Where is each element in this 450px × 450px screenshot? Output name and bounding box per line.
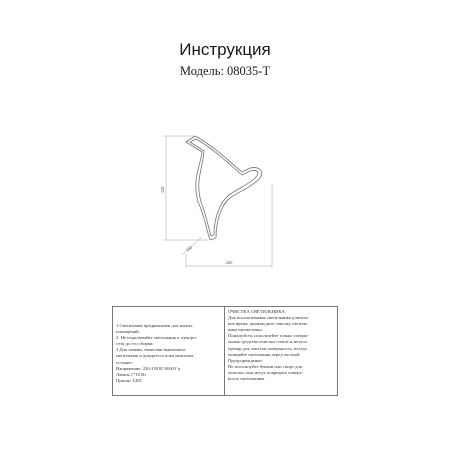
cleaning-line: Пожалуйста, используйте только специа- — [228, 333, 309, 339]
depth-dimension-line — [182, 237, 202, 255]
spec-line: 3.Для замены лампочки выключите — [116, 347, 186, 353]
dimension-height-label: 320 — [160, 186, 165, 194]
cleaning-line: ника ежемесячно. — [228, 327, 263, 333]
cleaning-line: ное время, производите очистку светиль- — [228, 321, 309, 327]
spec-line: остынет. — [116, 359, 133, 365]
specifications-table — [112, 306, 338, 396]
spec-line: светильник и дождитесь пока лампочка — [116, 353, 194, 359]
lamp-outline-outer — [186, 136, 262, 240]
cleaning-line: препар для очистки поверхность, всегда — [228, 345, 307, 351]
spec-line: 1.Светильник предназначен для жилых — [116, 323, 193, 328]
cleaning-line: Для использования светильника длитель- — [228, 315, 310, 321]
lamp-technical-drawing — [150, 128, 290, 268]
spec-line: сети до его сборки. — [116, 341, 154, 347]
spec-line: 2. Не подключайте светильник к электро- — [116, 335, 198, 341]
cleaning-line: ность светильника. — [228, 376, 266, 382]
cleaning-line: ОЧИСТКА СВЕТИЛЬНИКА: — [228, 309, 287, 314]
dimension-depth-label: 180 — [184, 244, 194, 253]
cleaning-line: льные средства очистки стекла и металл — [228, 339, 308, 345]
cleaning-line: очистки, они могут повредить поверх- — [228, 369, 304, 375]
cleaning-line: очищайте светильник перед частной. — [228, 351, 301, 357]
spec-line: Лампы 1*10 Вт — [116, 371, 147, 377]
specs-cleaning-column — [225, 307, 337, 395]
cleaning-line: Предупреждение: — [228, 357, 263, 363]
spec-line: помещений. — [116, 329, 140, 335]
spec-line: Цоколь: LED — [116, 377, 142, 383]
cleaning-line: Не используйте бензин или спирт для — [228, 363, 302, 369]
specs-usage-column — [113, 307, 225, 395]
model-label: Модель: 08035-T — [179, 64, 271, 78]
dimension-base-label: 260 — [225, 260, 233, 265]
spec-line: Напряжение: 220-230 В 50/60 Гц — [116, 365, 181, 371]
page-title: Инструкция — [179, 40, 271, 59]
